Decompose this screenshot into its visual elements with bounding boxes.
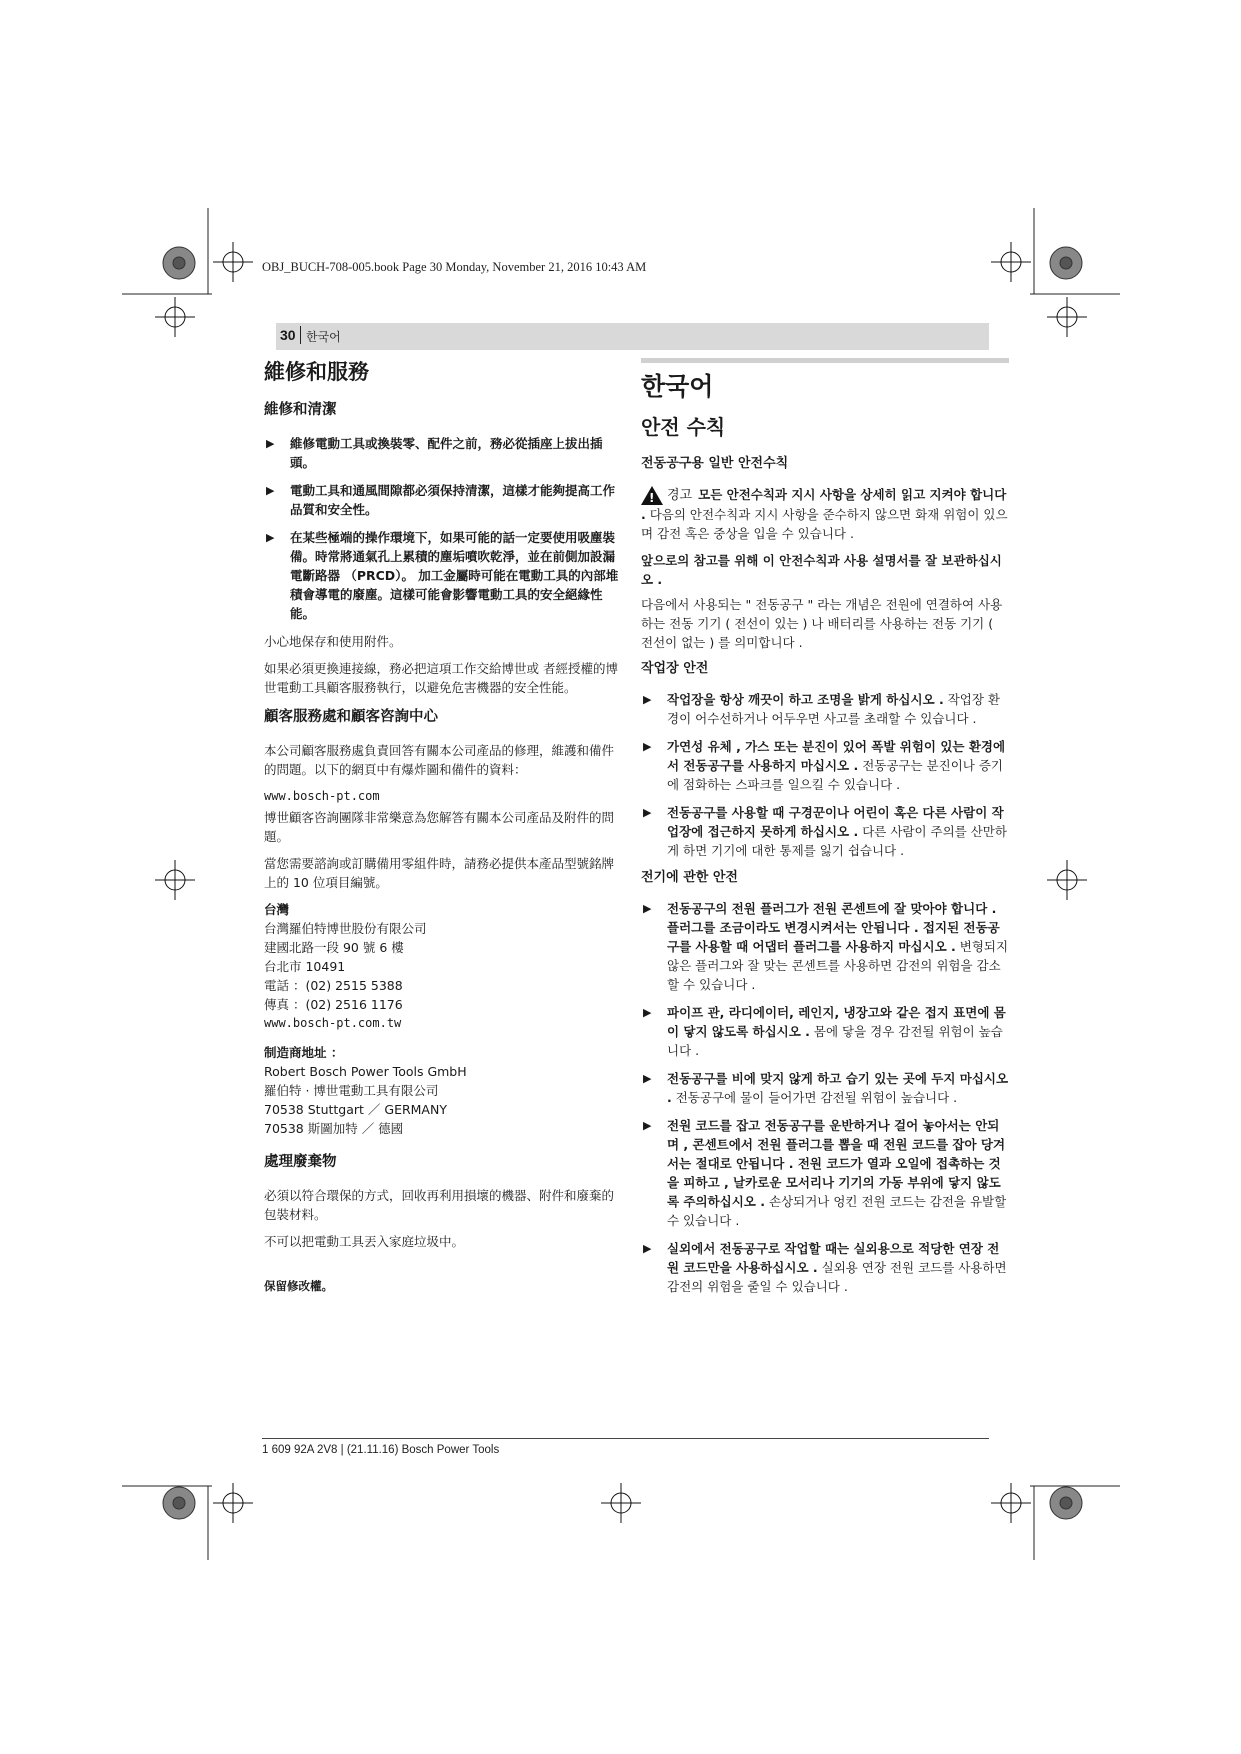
list-item: ▶ 전동공구를 사용할 때 구경꾼이나 어린이 혹은 다른 사람이 작업장에 접근하지 못하게 하십시오 . 다른 사람이 주의를 산만하게 하면 기기에 대한 통제를 잃기 쉽습니다 . [643,805,1007,858]
address-line: 70538 Stuttgart ／ GERMANY [264,1102,447,1117]
crosshair-top-left [213,242,253,282]
color-wheel-top-left [163,247,195,279]
section-rule [641,358,1009,363]
crosshair-bottom-center [601,1483,641,1523]
keep-instructions: 앞으로의 참고를 위해 이 안전수칙과 사용 설명서를 잘 보관하십시오 . [641,553,1002,587]
address-line: 台北市 10491 [264,959,346,974]
address-line: 傳真 ：(02) 2516 1176 [264,997,403,1012]
paragraph: 必須以符合環保的方式，回收再利用損壞的機器、附件和廢棄的包裝材料。 [264,1188,615,1222]
address-line: Robert Bosch Power Tools GmbH [264,1064,467,1079]
list-item: ▶ 전동공구의 전원 플러그가 전원 콘센트에 잘 맞아야 합니다 . 플러그를 조금이라도 변경시켜서는 안됩니다 . 접지된 전동공구를 사용할 때 어댑터 플러그를 사용하지 마십시오 . 변형되지 않은 플러그와 잘 맞는 콘센트를 사용하면 감전의 위험을 감소할 수 있습니다 . [643,901,1009,992]
subsection-title: 전동공구용 일반 안전수칙 [641,456,789,471]
list-item: ▶ 電動工具和通風間隙都必須保持清潔，這樣才能夠提高工作品質和安全性。 [266,483,616,517]
list-item: ▶ 실외에서 전동공구로 작업할 때는 실외용으로 적당한 연장 전원 코드만을 사용하십시오 . 실외용 연장 전원 코드를 사용하면 감전의 위험을 줄일 수 있습니다 . [643,1241,1007,1294]
address-line: 電話 ：(02) 2515 5388 [264,978,403,993]
paragraph: 當您需要諮詢或訂購備用零組件時，請務必提供本產品型號銘牌上的 10 位項目編號。 [264,856,615,890]
list-item: ▶ 전동공구를 비에 맞지 않게 하고 습기 있는 곳에 두지 마십시오 . 전동공구에 물이 들어가면 감전될 위험이 높습니다 . [643,1071,1009,1105]
list-item: ▶ 작업장을 항상 깨끗이 하고 조명을 밝게 하십시오 . 작업장 환경이 어수선하거나 어두우면 사고를 초래할 수 있습니다 . [643,692,1000,726]
subsection-title: 維修和清潔 [264,402,337,418]
crosshair-left-mid [155,860,195,900]
address-heading: 台灣 [264,902,290,917]
crosshair-right-top [1047,297,1087,337]
section-title: 안전 수칙 [641,415,726,439]
crosshair-bottom-right [991,1483,1031,1523]
paragraph: 博世顧客咨詢團隊非常樂意為您解答有關本公司產品及附件的問題。 [264,810,615,844]
file-slug: OBJ_BUCH-708-005.book Page 30 Monday, November 21, 2016 10:43 AM [262,260,647,274]
list-item: ▶ 전원 코드를 잡고 전동공구를 운반하거나 걸어 놓아서는 안되며 , 콘센트에서 전원 플러그를 뽑을 때 전원 코드를 잡아 당겨서는 절대로 안됩니다 . 전원 코드가 열과 오일에 접촉하는 것을 피하고 , 날카로운 모서리나 기기의 가동 부위에 닿지 않도록 주의하십시오 . 손상되거나 엉킨 전원 코드는 감전을 유발할 수 있습니다 . [643,1118,1007,1228]
address-heading: 制造商地址 ： [264,1045,344,1060]
crosshair-bottom-left [213,1483,253,1523]
subsection-title: 전기에 관한 안전 [641,870,738,885]
crosshair-right-mid [1047,860,1087,900]
page-header [276,323,989,350]
section-title: 維修和服務 [264,360,369,384]
list-item: ▶ 維修電動工具或換裝零、配件之前，務必從插座上拔出插頭。 [266,436,603,470]
subsection-title: 處理廢棄物 [264,1154,337,1170]
page-number: 30 [280,327,296,343]
paragraph: 如果必須更換連接線，務必把這項工作交給博世或 者經授權的博世電動工具顧客服務執行，以避免危害機器的安全性能。 [264,661,618,695]
paragraph: 本公司顧客服務處負責回答有關本公司產品的修理，維護和備件的問題。以下的網頁中有爆炸圖和備件的資料： [264,743,615,777]
address-line: 建國北路一段 90 號 6 樓 [264,940,404,955]
warning-paragraph: ! 경고 모든 안전수칙과 지시 사항을 상세히 읽고 지켜야 합니다 . 다음의 안전수칙과 지시 사항을 준수하지 않으면 화재 위험이 있으며 감전 혹은 중상을 입을 수 있습니다 . [641,487,1008,541]
paragraph: 다음에서 사용되는 " 전동공구 " 라는 개념은 전원에 연결하여 사용하는 전동 기기 ( 전선이 있는 ) 나 배터리를 사용하는 전동 기기 ( 전선이 없는 ) 를 의미합니다 . [641,597,1003,650]
list-item: ▶ 가연성 유체 , 가스 또는 분진이 있어 폭발 위험이 있는 환경에서 전동공구를 사용하지 마십시오 . 전동공구는 분진이나 증기에 점화하는 스파크를 일으킬 수 있습니다 . [643,739,1006,792]
address-url[interactable]: www.bosch-pt.com.tw [264,1016,402,1030]
crosshair-left-top [155,297,195,337]
link-url[interactable]: www.bosch-pt.com [264,789,380,803]
subsection-title: 顧客服務處和顧客咨詢中心 [264,709,438,725]
page-footer: 1 609 92A 2V8 | (21.11.16) Bosch Power Tools [262,1444,500,1456]
paragraph: 小心地保存和使用附件。 [264,634,402,649]
list-item: ▶ 파이프 관, 라디에이터, 레인지, 냉장고와 같은 접지 표면에 몸이 닿지 않도록 하십시오 . 몸에 닿을 경우 감전될 위험이 높습니다 . [643,1005,1006,1058]
color-wheel-bottom-right [1050,1487,1082,1519]
list-item: ▶ 在某些極端的操作環境下，如果可能的話一定要使用吸塵裝備。時常將通氣孔上累積的塵垢噴吹乾淨，並在前側加設漏電斷路器 （PRCD）。 加工金屬時可能在電動工具的內部堆積會導電的廢塵。這樣可能會影響電動工具的安全絕緣性能。 [266,530,619,621]
header-language: 한국어 [306,330,341,344]
color-wheel-bottom-left [163,1487,195,1519]
footer-rule [262,1438,989,1439]
paragraph: 不可以把電動工具丟入家庭垃圾中。 [264,1234,465,1249]
address-line: 台灣羅伯特博世股份有限公司 [264,921,427,936]
address-line: 羅伯特 · 博世電動工具有限公司 [264,1083,439,1098]
warning-icon: ! 경고 [641,486,692,505]
color-wheel-top-right [1050,247,1082,279]
reserved-note: 保留修改權。 [264,1279,333,1293]
header-divider [300,326,301,344]
language-title: 한국어 [641,372,714,401]
address-line: 70538 斯圖加特 ／ 德國 [264,1121,404,1136]
left-column [264,358,622,1302]
subsection-title: 작업장 안전 [641,661,709,676]
crosshair-top-right [991,242,1031,282]
right-column [641,358,1009,1305]
